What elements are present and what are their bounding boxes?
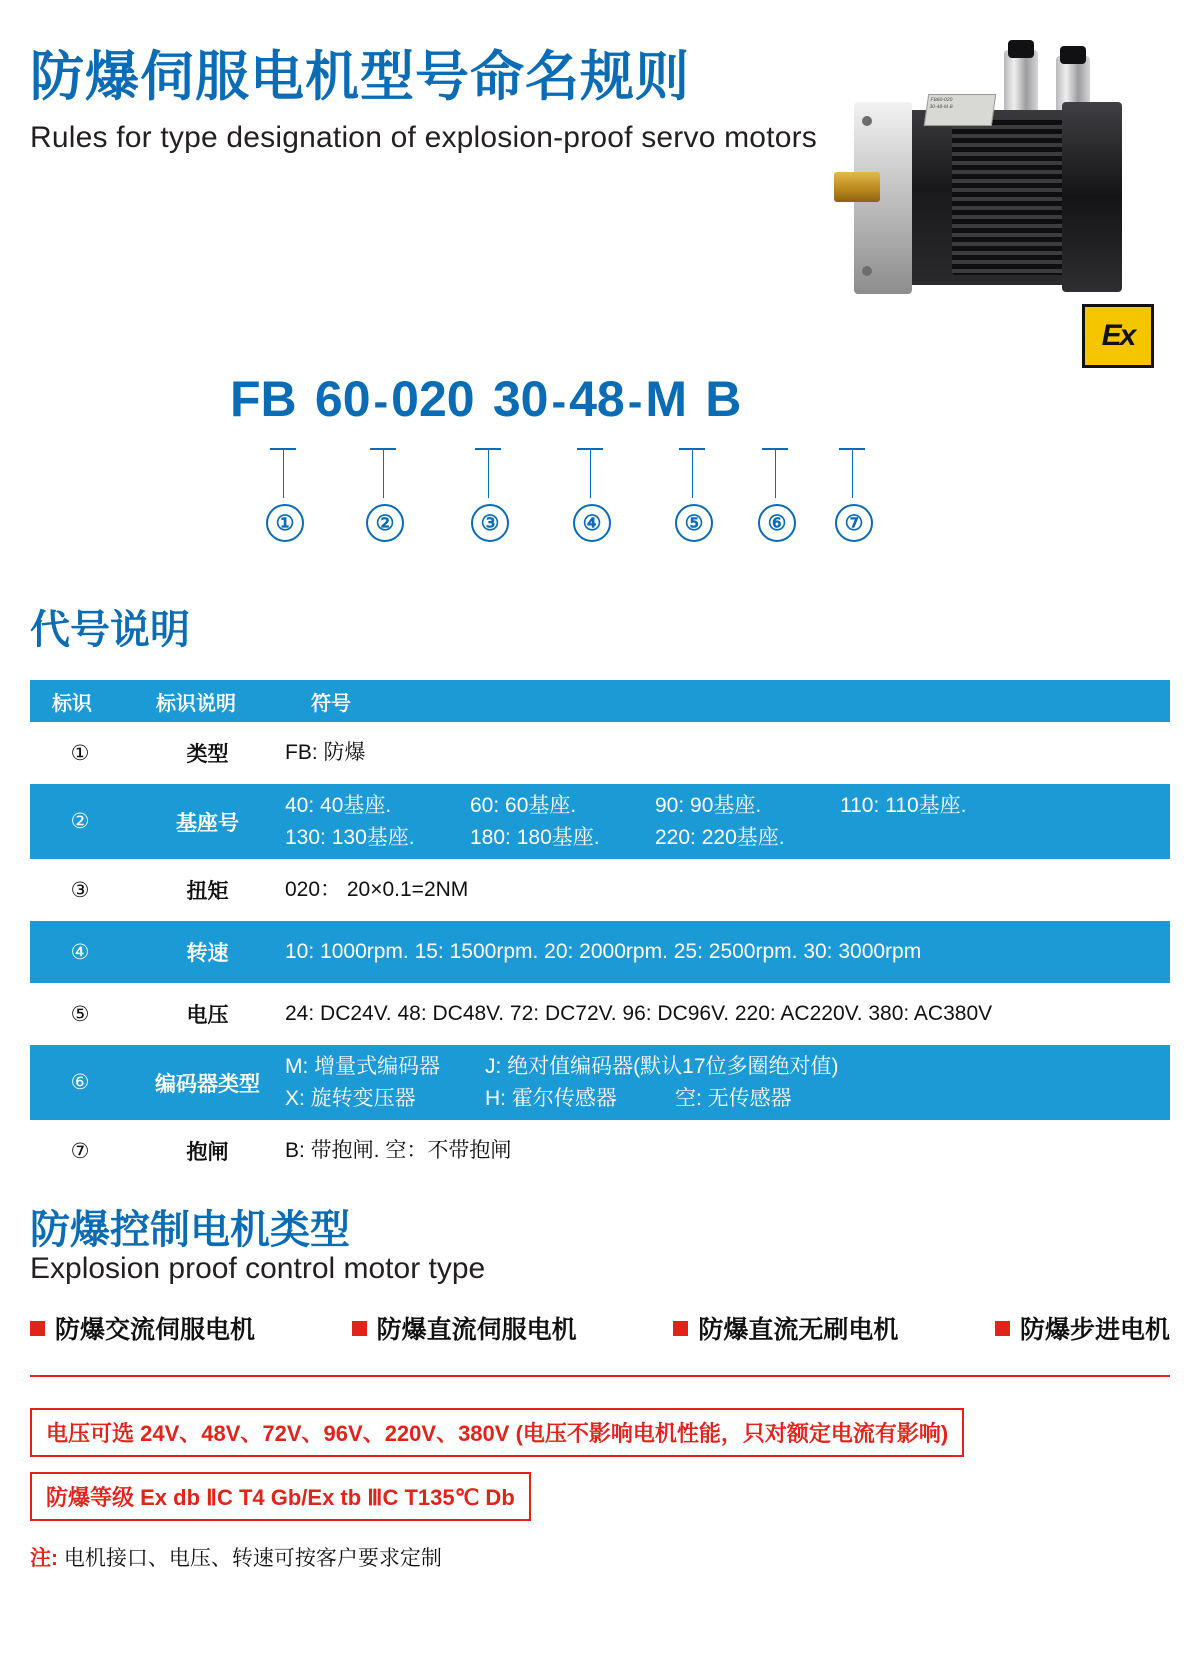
table-row (30, 1120, 1170, 1182)
leader-line-4 (590, 448, 591, 498)
row-name: 基座号 (176, 811, 239, 835)
code-description-table (30, 680, 1170, 1182)
symbol-item: 220: 220基座. (655, 825, 785, 849)
note-remark-text: 电机接口、电压、转速可按客户要求定制 (63, 1547, 442, 1570)
symbol-item: 110: 110基座. (840, 794, 967, 817)
code-dash-2: - (551, 377, 567, 426)
marker-7: ⑦ (835, 504, 873, 542)
leader-lines (0, 448, 1200, 508)
row-symbols (285, 1051, 1170, 1114)
nameplate-line-1: FB60-020 (929, 97, 953, 103)
model-code-string (230, 370, 741, 428)
note-remark (30, 1542, 442, 1572)
row-name: 转速 (186, 942, 229, 965)
square-bullet-icon (995, 1321, 1010, 1336)
row-symbols: 10: 1000rpm. 15: 1500rpm. 20: 2000rpm. 25: 2500rpm. 30: 3000rpm (285, 940, 922, 964)
motor-type-list (30, 1310, 1170, 1346)
row-id: ④ (70, 940, 90, 964)
marker-1: ① (266, 504, 304, 542)
leader-line-2 (383, 448, 384, 498)
nameplate-line-2: 30-48-M B (929, 104, 954, 110)
column-header-name: 标识说明 (156, 692, 236, 715)
table-row (30, 983, 1170, 1045)
note-voltage-text: 电压可选 24V、48V、72V、96V、220V、380V (电压不影响电机性能，只对额定电流有影响) (30, 1408, 964, 1457)
row-name: 抱闸 (186, 1141, 229, 1164)
marker-numbers (0, 504, 1200, 554)
section-heading-code-description: 代号说明 (30, 608, 190, 652)
code-spacer-2 (475, 380, 493, 424)
table-row (30, 921, 1170, 983)
symbol-item: M: 增量式编码器 (285, 1055, 441, 1078)
row-symbols: 24: DC24V. 48: DC48V. 72: DC72V. 96: DC96V. 220: AC220V. 380: AC380V (285, 1002, 993, 1026)
code-segment-3: 020 (391, 371, 475, 427)
divider (30, 1375, 1170, 1377)
list-item (352, 1310, 577, 1346)
model-code-breakdown (0, 370, 1200, 570)
list-item (30, 1310, 255, 1346)
table-row (30, 722, 1170, 784)
code-segment-5: 48 (569, 371, 625, 427)
square-bullet-icon (673, 1321, 688, 1336)
row-symbols: B: 带抱闸. 空：不带抱闸 (285, 1139, 512, 1163)
motor-fins (952, 120, 1080, 275)
marker-4: ④ (573, 504, 611, 542)
row-id: ⑥ (70, 1071, 90, 1094)
row-id: ② (70, 810, 90, 833)
motor-type-label: 防爆直流无刷电机 (698, 1316, 899, 1344)
symbol-item: 空: 无传感器 (675, 1086, 792, 1110)
row-symbols (285, 790, 1170, 853)
motor-type-label: 防爆交流伺服电机 (55, 1316, 256, 1344)
row-id: ⑤ (70, 1002, 90, 1026)
symbol-item: J: 绝对值编码器(默认17位多圈绝对值) (485, 1055, 839, 1078)
product-image (834, 40, 1164, 370)
note-remark-label: 注: (30, 1547, 58, 1570)
note-voltage (30, 1408, 964, 1457)
leader-line-5 (692, 448, 693, 498)
row-name: 扭矩 (186, 880, 229, 903)
marker-2: ② (366, 504, 404, 542)
motor-shaft (834, 172, 880, 202)
leader-line-3 (488, 448, 489, 498)
row-id: ⑦ (70, 1139, 90, 1163)
code-spacer-1 (297, 380, 315, 424)
row-name: 编码器类型 (155, 1072, 260, 1096)
symbol-item: X: 旋转变压器 (285, 1086, 416, 1110)
leader-line-7 (852, 448, 853, 498)
page-title-cn: 防爆伺服电机型号命名规则 (30, 47, 690, 107)
motor-type-label: 防爆步进电机 (1019, 1316, 1170, 1344)
motor-type-label: 防爆直流伺服电机 (376, 1316, 577, 1344)
square-bullet-icon (352, 1321, 367, 1336)
symbol-item: 130: 130基座. (285, 825, 415, 849)
leader-line-6 (775, 448, 776, 498)
marker-3: ③ (471, 504, 509, 542)
table-row (30, 1045, 1170, 1120)
motor-rear-cap (1062, 102, 1122, 292)
atex-badge-icon: Ex (1082, 304, 1154, 368)
note-ex-rating (30, 1472, 531, 1521)
code-segment-4: 30 (492, 371, 549, 427)
code-segment-7: B (705, 371, 742, 427)
code-segment-2: 60 (314, 371, 371, 427)
table-header-row (30, 680, 1170, 722)
table-row (30, 859, 1170, 921)
code-segment-6: M (645, 371, 688, 427)
page-header (30, 48, 870, 154)
code-spacer-3 (687, 380, 705, 424)
code-dash-1: - (373, 377, 389, 426)
note-ex-rating-text: 防爆等级 Ex db ⅡC T4 Gb/Ex tb ⅢC T135℃ Db (30, 1472, 531, 1521)
symbol-item: 90: 90基座. (655, 794, 762, 817)
list-item (673, 1310, 898, 1346)
symbol-item: H: 霍尔传感器 (485, 1086, 617, 1110)
table-row (30, 784, 1170, 859)
column-header-id: 标识 (52, 692, 92, 715)
row-symbols: FB: 防爆 (285, 741, 366, 765)
symbol-item: 180: 180基座. (470, 825, 600, 849)
motor-nameplate (924, 94, 996, 126)
code-segment-1: FB (230, 371, 297, 427)
row-name: 类型 (186, 743, 229, 766)
list-item (995, 1310, 1170, 1346)
row-id: ③ (70, 878, 90, 902)
leader-line-1 (283, 448, 284, 498)
page-title-en: Rules for type designation of explosion-proof servo motors (30, 121, 818, 155)
section-heading-motor-type: 防爆控制电机类型 (30, 1208, 350, 1252)
symbol-item: 60: 60基座. (470, 794, 577, 817)
marker-6: ⑥ (758, 504, 796, 542)
column-header-symbol: 符号 (311, 692, 351, 715)
marker-5: ⑤ (675, 504, 713, 542)
row-name: 电压 (186, 1004, 229, 1027)
row-id: ① (70, 741, 90, 765)
square-bullet-icon (30, 1321, 45, 1336)
symbol-item: 40: 40基座. (285, 794, 392, 817)
code-dash-3: - (627, 377, 643, 426)
section-subheading-motor-type-en: Explosion proof control motor type (30, 1252, 486, 1285)
row-symbols: 020： 20×0.1=2NM (285, 878, 469, 902)
